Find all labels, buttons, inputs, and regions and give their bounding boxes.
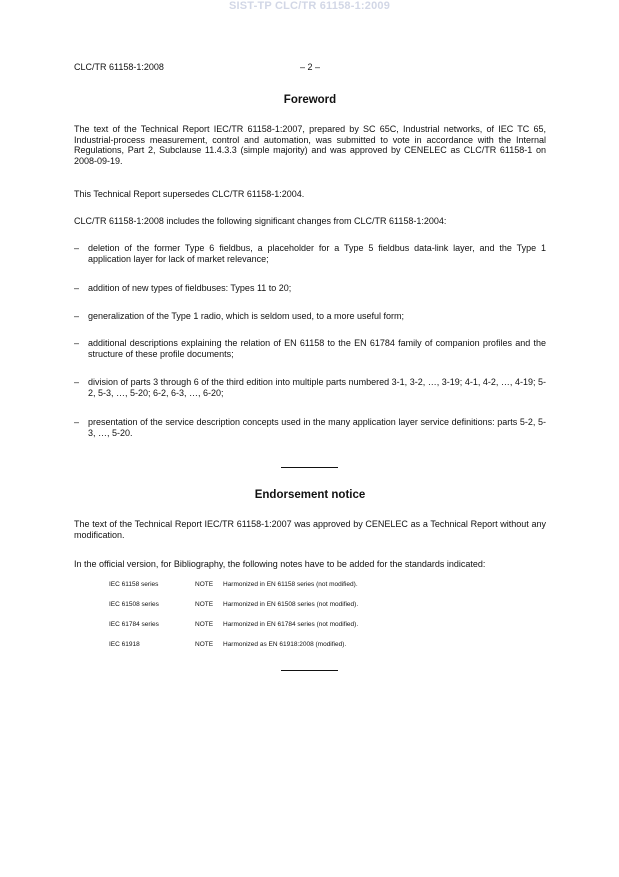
note-text: Harmonized in EN 61158 series (not modified). — [223, 581, 358, 588]
bullet-dash: – — [74, 417, 80, 427]
note-standard: IEC 61158 series — [109, 581, 159, 588]
note-text: Harmonized as EN 61918:2008 (modified). — [223, 641, 347, 648]
endorsement-paragraph-1: The text of the Technical Report IEC/TR 61158-1:2007 was approved by CENELEC as a Technical Report without any modification. — [74, 519, 546, 540]
endorsement-title: Endorsement notice — [254, 489, 366, 501]
watermark: SIST-TP CLC/TR 61158-1:2009 — [228, 0, 391, 12]
note-text: Harmonized in EN 61508 series (not modified). — [223, 601, 359, 608]
list-item — [74, 243, 546, 264]
section-divider — [281, 467, 338, 468]
list-item — [74, 338, 546, 359]
foreword-paragraph-3: CLC/TR 61158-1:2008 includes the following significant changes from CLC/TR 61158-1:2004: — [74, 216, 447, 226]
header-doc-id: CLC/TR 61158-1:2008 — [74, 62, 164, 72]
foreword-title: Foreword — [283, 94, 337, 106]
bullet-text: deletion of the former Type 6 fieldbus, a placeholder for a Type 5 fieldbus data-link layer, and the Type 1 application layer for lack of market relevance; — [88, 243, 546, 264]
foreword-paragraph-1: The text of the Technical Report IEC/TR 61158-1:2007, prepared by SC 65C, Industrial networks, of IEC TC 65, Industrial-process measurement, control and automation, was submitted to vote in accordance with the Internal Regulations, Part 2, Subclause 11.4.3.3 (simple majority) and was approved by CENELEC as CLC/TR 61158-1 on 2008-09-19. — [74, 124, 546, 166]
note-label: NOTE — [195, 581, 214, 588]
note-label: NOTE — [195, 601, 214, 608]
note-standard: IEC 61784 series — [109, 621, 159, 628]
note-row — [109, 640, 529, 650]
bullet-dash: – — [74, 311, 80, 321]
bullet-dash: – — [74, 377, 80, 387]
bullet-text: presentation of the service description concepts used in the many application layer service definitions: parts 5-2, 5-3, …, 5-20. — [88, 417, 546, 438]
bullet-dash: – — [74, 243, 80, 253]
section-divider — [281, 670, 338, 671]
bullet-text: generalization of the Type 1 radio, which is seldom used, to a more useful form; — [88, 311, 405, 321]
note-row — [109, 620, 529, 630]
note-row — [109, 600, 529, 610]
list-item — [74, 377, 546, 398]
note-standard: IEC 61918 — [109, 641, 140, 648]
header-page-number: – 2 – — [299, 62, 321, 72]
endorsement-paragraph-2: In the official version, for Bibliography, the following notes have to be added for the standards indicated: — [74, 559, 486, 569]
note-text: Harmonized in EN 61784 series (not modified). — [223, 621, 359, 628]
foreword-paragraph-2: This Technical Report supersedes CLC/TR 61158-1:2004. — [74, 189, 305, 199]
bullet-dash: – — [74, 283, 80, 293]
list-item — [74, 311, 546, 322]
note-standard: IEC 61508 series — [109, 601, 159, 608]
bullet-text: additional descriptions explaining the relation of EN 61158 to the EN 61784 family of companion profiles and the structure of these profile documents; — [88, 338, 546, 359]
note-label: NOTE — [195, 641, 214, 648]
bullet-text: addition of new types of fieldbuses: Types 11 to 20; — [88, 283, 292, 293]
list-item — [74, 417, 546, 438]
list-item — [74, 283, 546, 294]
note-row — [109, 580, 529, 590]
bullet-dash: – — [74, 338, 80, 348]
bullet-text: division of parts 3 through 6 of the third edition into multiple parts numbered 3-1, 3-2, …, 3-19; 4-1, 4-2, …, 4-19; 5-2, 5-3, …, 5-20; 6-2, 6-3, …, 6-20; — [88, 377, 546, 398]
note-label: NOTE — [195, 621, 214, 628]
